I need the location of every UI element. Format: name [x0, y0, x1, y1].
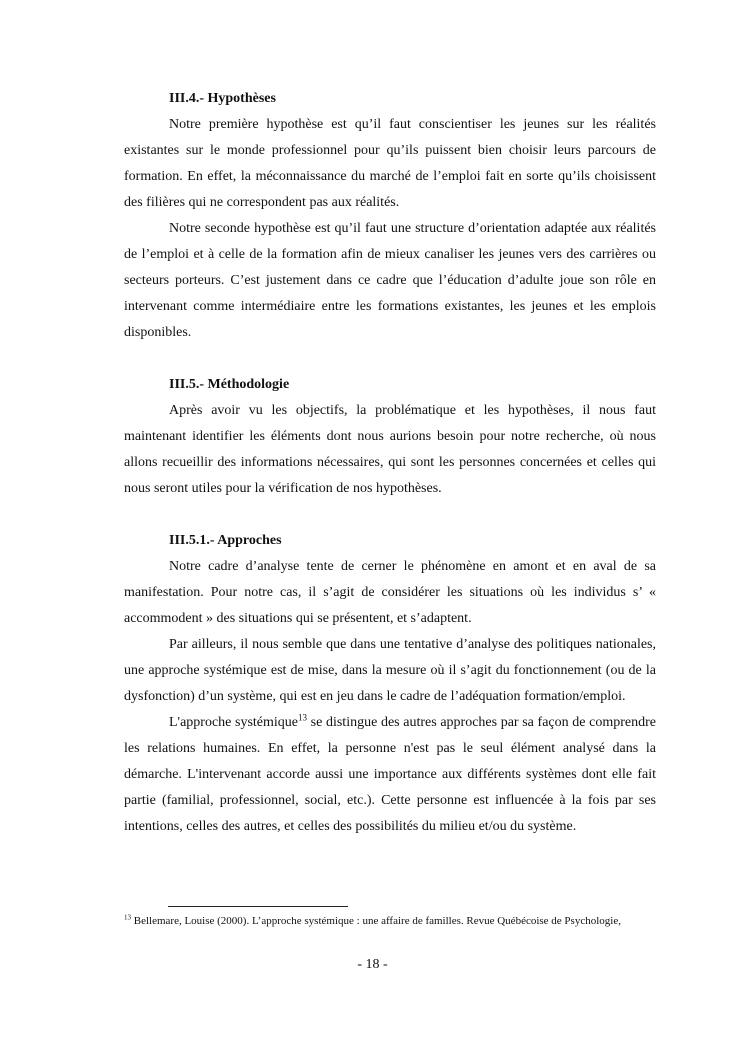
- footnote-number: 13: [124, 913, 131, 922]
- spacer: [124, 346, 656, 372]
- footnote-reference[interactable]: 13: [298, 712, 308, 723]
- paragraph-methodologie: Après avoir vu les objectifs, la problématique et les hypothèses, il nous faut maintenant identifier les éléments dont nous aurions besoin pour notre recherche, où nous allons recueillir des informations nécessaires, qui sont les personnes concernées et celles qui nous seront utiles pour la vérification de nos hypothèses.: [124, 403, 656, 496]
- footnote: [124, 911, 656, 931]
- paragraph-approches-3: [124, 710, 656, 840]
- paragraph-approches-3-rest: se distingue des autres approches par sa façon de comprendre les relations humaines. En effet, la personne n'est pas le seul élément analysé dans la démarche. L'intervenant accorde aussi une importance aux différents systèmes dont elle fait partie (familial, professionnel, social, etc.). Cette personne est influencée à la fois par ses intentions, celles des autres, et celles des possibilités du milieu et/ou du système.: [124, 715, 656, 834]
- spacer: [124, 502, 656, 528]
- heading-hypotheses: III.4.- Hypothèses: [169, 91, 276, 106]
- heading-methodologie: III.5.- Méthodologie: [169, 377, 290, 392]
- paragraph-hypothesis-1: Notre première hypothèse est qu’il faut conscientiser les jeunes sur les réalités existantes sur le monde professionnel pour qu’ils puissent bien choisir leurs parcours de formation. En effet, la méconnaissance du marché de l’emploi fait en sorte qu’ils choisissent des filières qui ne correspondent pas aux réalités.: [124, 117, 656, 210]
- heading-approches: III.5.1.- Approches: [169, 533, 282, 548]
- page-body: [124, 86, 656, 840]
- paragraph-hypothesis-2: Notre seconde hypothèse est qu’il faut une structure d’orientation adaptée aux réalités de l’emploi et à celle de la formation afin de mieux canaliser les jeunes vers des carrières ou secteurs porteurs. C’est justement dans ce cadre que l’éducation d’adulte joue son rôle en intervenant comme intermédiaire entre les formations existantes, les jeunes et les emplois disponibles.: [124, 221, 656, 340]
- paragraph-approches-1: Notre cadre d’analyse tente de cerner le phénomène en amont et en aval de sa manifestation. Pour notre cas, il s’agit de considérer les situations où les individus s’ « accommodent » des situations qui se présentent, et s’adaptent.: [124, 559, 656, 626]
- footnote-separator: [168, 906, 348, 907]
- page-number: - 18 -: [357, 957, 388, 972]
- paragraph-approches-2: Par ailleurs, il nous semble que dans une tentative d’analyse des politiques nationales, une approche systémique est de mise, dans la mesure où il s’agit du fonctionnement (ou de la dysfonction) d’un système, qui est en jeu dans le cadre de l’adéquation formation/emploi.: [124, 637, 656, 704]
- footnote-text: Bellemare, Louise (2000). L’approche systémique : une affaire de familles. Revue Québécoise de Psychologie,: [131, 915, 621, 927]
- paragraph-approches-3-start: L'approche systémique: [169, 715, 299, 730]
